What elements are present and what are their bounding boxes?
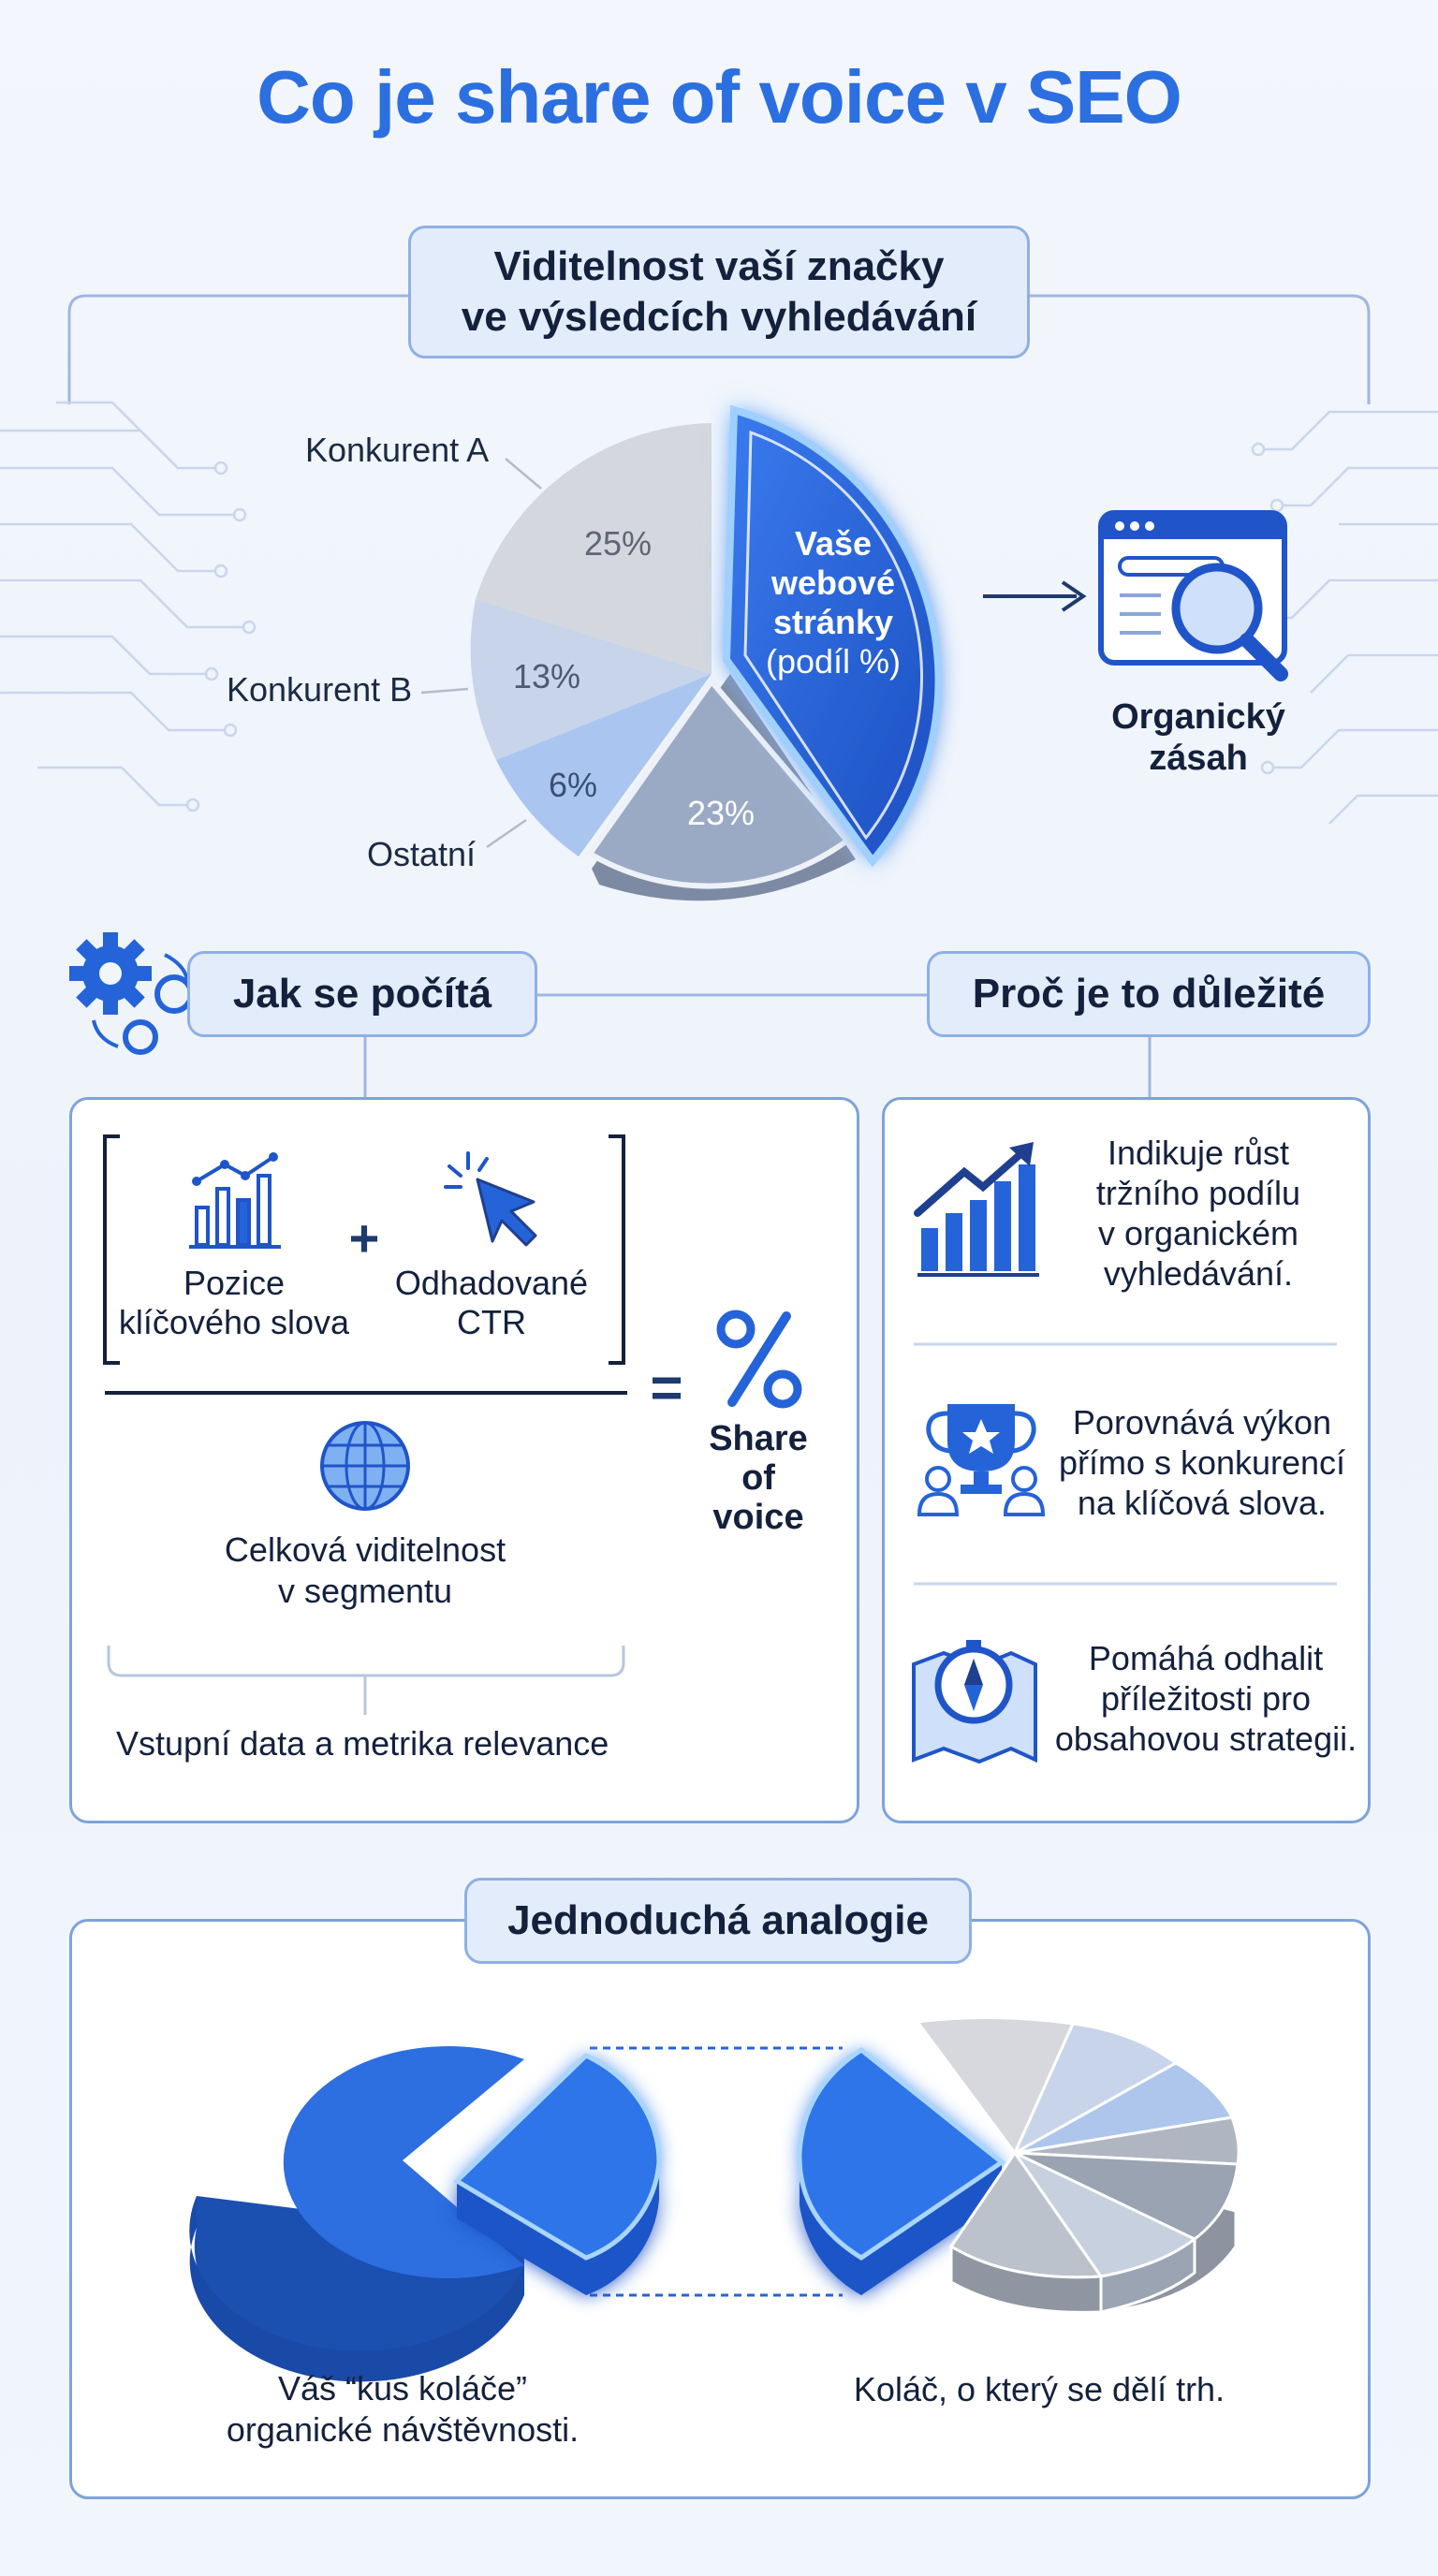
your-website-label-line1: Vaše (794, 524, 873, 563)
ostatni-label: Ostatní (367, 835, 477, 873)
denominator-line1: Celková viditelnost (224, 1530, 506, 1569)
ostatni-value: 6% (548, 766, 598, 804)
result-line1: Share (709, 1419, 808, 1458)
reason-1-line3: v organickém (1097, 1214, 1299, 1252)
reason-1-line1: Indikuje růst (1107, 1134, 1290, 1172)
term1-line2: klíčového slova (118, 1303, 350, 1341)
term1-line1: Pozice (183, 1264, 286, 1302)
konkurent-a-label: Konkurent A (305, 431, 490, 469)
konkurent-b-label: Konkurent B (227, 670, 413, 709)
reason-3-line2: příležitosti pro (1100, 1679, 1312, 1718)
left-caption (131, 2368, 674, 2451)
term2-line1: Odhadované (394, 1264, 589, 1302)
konkurent-b-value: 13% (512, 657, 581, 695)
equals-sign: = (650, 1356, 683, 1419)
reason-2-line3: na klíčová slova. (1077, 1484, 1328, 1522)
right-caption: Koláč, o který se dělí trh. (853, 2370, 1225, 2408)
why-heading: Proč je to důležité (927, 951, 1371, 1037)
left-caption-line2: organické návštěvnosti. (226, 2410, 580, 2449)
page-title: Co je share of voice v SEO (257, 55, 1181, 139)
your-website-label-line4: (podíl %) (765, 642, 902, 681)
your-website-label-line3: stránky (772, 603, 894, 641)
left-caption-line1: Váš “kus koláče” (277, 2369, 528, 2408)
reason-3-line3: obsahovou strategii. (1054, 1720, 1357, 1758)
plus-sign: + (348, 1208, 380, 1267)
reason-1-line2: tržního podílu (1095, 1174, 1301, 1212)
how-heading: Jak se počítá (187, 951, 537, 1037)
how-footer: Vstupní data a metrika relevance (116, 1724, 609, 1763)
organic-reach-line1: Organický (1111, 697, 1285, 737)
visibility-heading-line1: Viditelnost vaší značky (493, 243, 945, 289)
reason-1-line4: vyhledávání. (1103, 1254, 1294, 1293)
reason-2-line2: přímo s konkurencí (1058, 1443, 1346, 1482)
result-line2: of voice (712, 1458, 804, 1537)
your-website-label-line2: webové (770, 564, 896, 602)
reason-2-line1: Porovnává výkon (1072, 1403, 1332, 1442)
denominator-line2: v segmentu (277, 1572, 453, 1610)
konkurent-a-value: 25% (583, 524, 653, 563)
reason-3-line1: Pomáhá odhalit (1088, 1639, 1324, 1677)
visibility-heading-line2: ve výsledcích vyhledávání (461, 294, 977, 340)
term2-line2: CTR (457, 1303, 526, 1341)
analogy-heading: Jednoduchá analogie (464, 1878, 972, 1964)
organic-reach-line2: zásah (1149, 739, 1248, 778)
slice-23-value: 23% (686, 794, 756, 832)
